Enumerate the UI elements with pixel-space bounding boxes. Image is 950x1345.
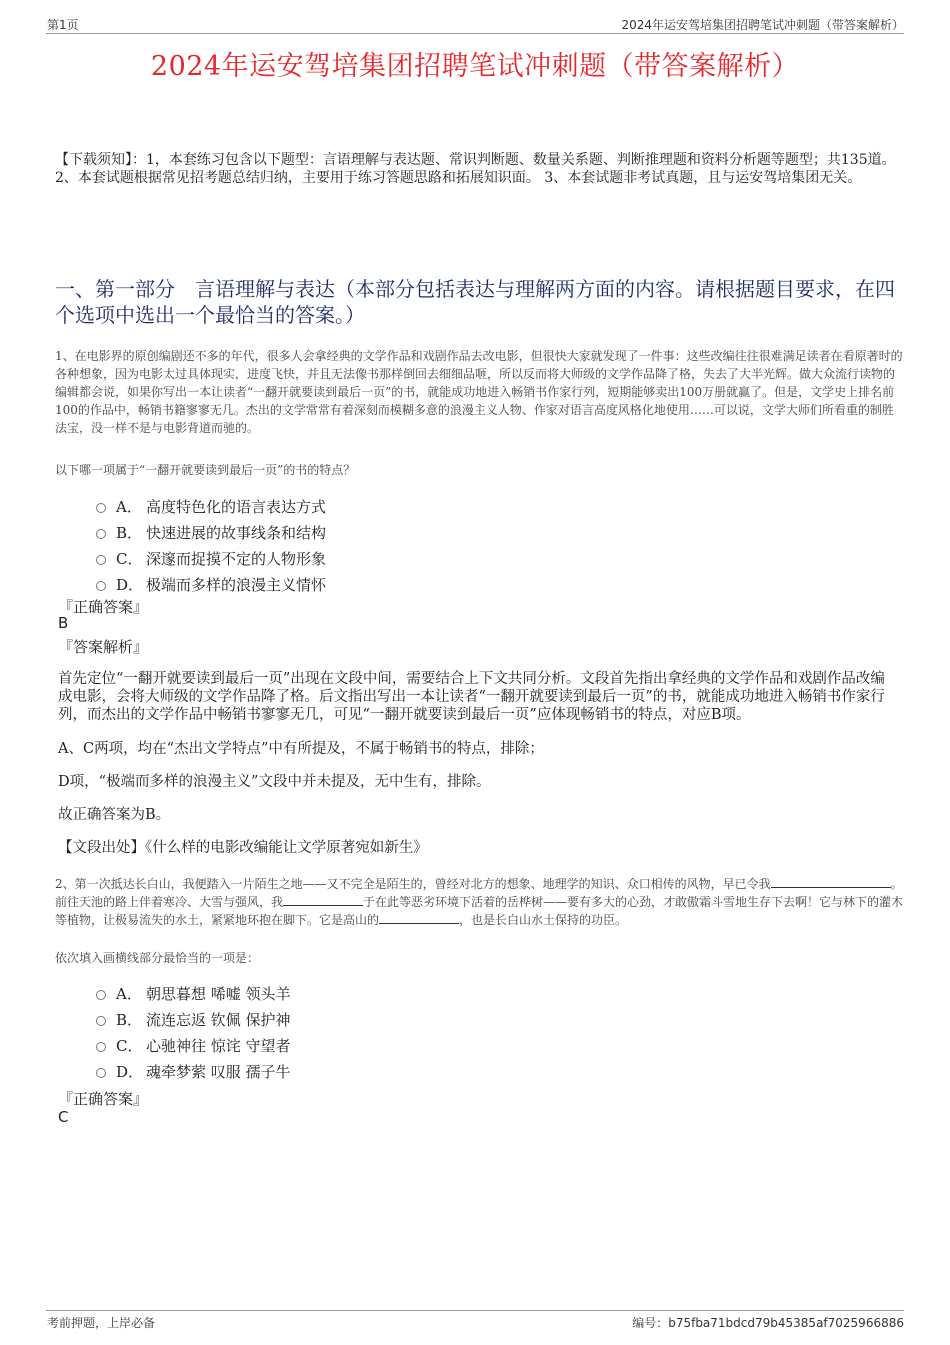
option-text: 流连忘返 钦佩 保护神	[146, 1010, 291, 1029]
footer-slogan: 考前押题，上岸必备	[47, 1316, 156, 1330]
option-letter: A．	[116, 497, 142, 516]
option-text: 深邃而捉摸不定的人物形象	[146, 549, 327, 568]
radio-icon[interactable]	[96, 990, 106, 1000]
analysis-paragraph: 故正确答案为B。	[58, 807, 171, 823]
option-text: 魂牵梦萦 叹服 孺子牛	[146, 1062, 291, 1081]
option-letter: C．	[116, 549, 143, 568]
option-text: 快速进展的故事线条和结构	[146, 523, 327, 542]
option-text: 朝思暮想 唏嘘 领头羊	[146, 984, 291, 1003]
option-text: 高度特色化的语言表达方式	[146, 497, 327, 516]
code-value: b75fba71bdcd79b45385af7025966886	[668, 1316, 904, 1330]
analysis-label: 『答案解析』	[58, 638, 149, 656]
option-b[interactable]	[96, 519, 696, 545]
answer-value: C	[58, 1108, 69, 1126]
radio-icon[interactable]	[96, 581, 106, 591]
option-a[interactable]	[96, 980, 696, 1006]
analysis-paragraph: D项，“极端而多样的浪漫主义”文段中并未提及，无中生有，排除。	[58, 774, 491, 790]
option-text: 极端而多样的浪漫主义情怀	[146, 575, 327, 594]
blank-line	[379, 911, 459, 924]
footer-rule	[46, 1310, 904, 1311]
option-letter: B．	[116, 1010, 143, 1029]
code-label: 编号：	[632, 1316, 669, 1330]
header-doc-title: 2024年运安驾培集团招聘笔试冲刺题（带答案解析）	[621, 18, 904, 32]
question-1-prompt: 以下哪一项属于“一翻开就要读到最后一页”的书的特点？	[55, 463, 356, 477]
analysis-paragraph: 首先定位“一翻开就要读到最后一页”出现在文段中间，需要结合上下文共同分析。文段首先指出拿经典的文学作品和戏剧作品改编成电影，会将大师级的文学作品降了格。后文指出写出一本让读者“一翻开就要读到最后一页”的书，就能成功地进入畅销书作家行列，而杰出的文学作品中畅销书寥寥无几，可见“一翻开就要读到最后一页”应体现畅销书的特点，对应B项。	[58, 671, 885, 723]
option-b[interactable]	[96, 1006, 696, 1032]
radio-icon[interactable]	[96, 1068, 106, 1078]
option-c[interactable]	[96, 545, 696, 571]
question-2-text	[55, 875, 905, 929]
footer-code	[632, 1314, 904, 1331]
q2-text-part: 2、第一次抵达长白山，我便踏入一片陌生之地——又不完全是陌生的，曾经对北方的想象、地理学的知识、众口相传的风物，早已令我	[55, 877, 771, 891]
section-heading: 一、第一部分 言语理解与表达（本部分包括表达与理解两方面的内容。请根据题目要求，在四个选项中选出一个最恰当的答案。）	[55, 277, 895, 327]
download-notice: 【下载须知】：1，本套练习包含以下题型：言语理解与表达题、常识判断题、数量关系题、判断推理题和资料分析题等题型；共135道。 2、本套试题根据常见招考题总结归纳，主要用于练习答题思路和拓展知识面。 3、本套试题非考试真题，且与运安驾培集团无关。	[55, 152, 896, 186]
answer-label: 『正确答案』	[58, 1090, 149, 1108]
question-1-text: 1、在电影界的原创编剧还不多的年代，很多人会拿经典的文学作品和戏剧作品去改电影，但很快大家就发现了一件事：这些改编往往很难满足读者在看原著时的各种想象，因为电影太过具体现实，进度飞快，并且无法像书那样倒回去细细品咂，所以反而将大师级的文学作品降了格，失去了大半光辉。做大众流行读物的编辑都会说，如果你写出一本让读者“一翻开就要读到最后一页”的书，就能成功地进入畅销书作家行列，短期能够卖出100万册就赢了。但是，文学史上排名前100的作品中，畅销书籍寥寥无几。杰出的文学常常有着深刻而模糊多意的浪漫主义人物、作家对语言高度风格化地使用……可以说，文学大师们所看重的制胜法宝，没一样不是与电影背道而驰的。	[55, 349, 903, 435]
blank-line	[283, 893, 363, 906]
q2-text-part: 。前往天池的路上伴着寒冷、大雪与强风，我	[55, 877, 903, 909]
header-rule	[46, 33, 904, 34]
option-d[interactable]	[96, 1058, 696, 1084]
option-c[interactable]	[96, 1032, 696, 1058]
radio-icon[interactable]	[96, 1042, 106, 1052]
radio-icon[interactable]	[96, 1016, 106, 1026]
answer-label: 『正确答案』	[58, 598, 149, 616]
radio-icon[interactable]	[96, 529, 106, 539]
blank-line	[771, 875, 891, 888]
question-1-options	[96, 493, 696, 597]
radio-icon[interactable]	[96, 555, 106, 565]
q2-text-part: 于在此等恶劣环境下活着的岳桦树——要有多大的心劲，才敢傲霜斗雪地生存下去啊！它与林下的灌木等植物，让极易流失的水土，紧紧地环抱在脚下。它是高山的	[55, 895, 904, 927]
page-number: 第1页	[47, 18, 79, 32]
page-title: 2024年运安驾培集团招聘笔试冲刺题（带答案解析）	[150, 51, 800, 82]
option-text: 心驰神往 惊诧 守望者	[146, 1036, 291, 1055]
analysis-paragraph: A、C两项，均在“杰出文学特点”中有所提及，不属于畅销书的特点，排除；	[58, 741, 544, 757]
radio-icon[interactable]	[96, 503, 106, 513]
answer-value: B	[58, 614, 69, 632]
option-letter: B．	[116, 523, 143, 542]
option-letter: D．	[116, 575, 144, 594]
option-letter: A．	[116, 984, 142, 1003]
option-a[interactable]	[96, 493, 696, 519]
source-citation: 【文段出处】《什么样的电影改编能让文学原著宛如新生》	[58, 840, 428, 856]
question-2-options	[96, 980, 696, 1084]
question-2-prompt: 依次填入画横线部分最恰当的一项是：	[55, 951, 260, 965]
q2-text-part: ，也是长白山水土保持的功臣。	[459, 913, 628, 927]
option-letter: C．	[116, 1036, 143, 1055]
option-letter: D．	[116, 1062, 144, 1081]
option-d[interactable]	[96, 571, 696, 597]
